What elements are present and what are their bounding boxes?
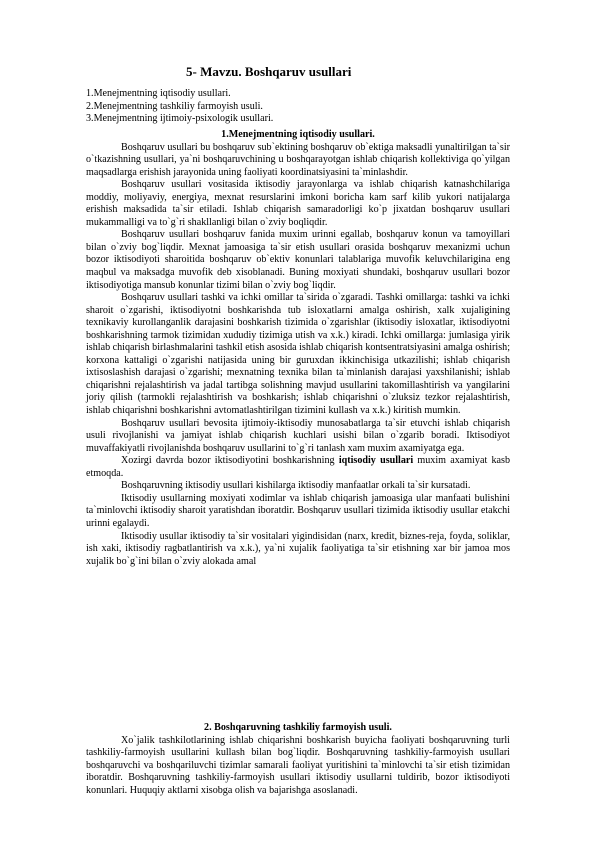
paragraph: Xo`jalik tashkilotlarining ishlab chiqarishni boshkarish buyicha faoliyati boshqaruvning turli tashkiliy-farmoyish usullarini kullash bilan bog`liqdir. Boshqaruvning tashkiliy-farmoyish usullari boshqaruvchi va boshqariluvchi tizimlar samarali faoliyat yuritishini ta`minlovchi ta`sir etish tizimidan iboratdir. Boshqaruvning tashkiliy-farmoyish usullari iktisodiy usullarni tuldirib, bozor iktisodiyoti konunlari. Huquqiy aktlarni xisobga olish va bajarishga asoslanadi. — [86, 734, 510, 796]
paragraph — [86, 455, 510, 480]
paragraph: Boshqaruv usullari bu boshqaruv sub`ektining boshqaruv ob`ektiga maksadli yunaltirilgan ta`sir o`tkazishning usullari, ya`ni boshqaruvchining u boshqarayotgan ishlab chiqarish kollektiviga qo`yilgan maqsadlarga erishish jarayonida uning faoliyati koordinatsiyasini ta`minlashdir. — [86, 141, 510, 178]
list-item: 1.Menejmentning iqtisodiy usullari. — [86, 88, 231, 99]
list-item: 2.Menejmentning tashkiliy farmoyish usuli. — [86, 100, 263, 112]
section-1-heading: 1.Menejmentning iqtisodiy usullari. — [221, 129, 375, 140]
paragraph: Boshqaruv usullari bevosita ijtimoiy-iktisodiy munosabatlarga ta`sir etuvchi ishlab chiqarish usuli rivojlanishi va jamiyat ishlab chiqarish kuchlari usishi bilan o`zgarib boradi. Iktisodiyot muvaffakiyatli rivojlanishda boshqaruv usullarini to`g`ri tanlash xam muxim axamiyatga ega. — [86, 417, 510, 454]
paragraph: Iktisodiy usullarning moxiyati xodimlar va ishlab chiqarish jamoasiga ular manfaati bulishini ta`minlovchi iktisodiy sharoit yaratishdan iboratdir. Boshqaruv usullari tizimida iktisodiy usullar etakchi urinni egalaydi. — [86, 492, 510, 529]
list-item: 3.Menejmentning ijtimoiy-psixologik usullari. — [86, 113, 274, 125]
paragraph: Iktisodiy usullar iktisodiy ta`sir vositalari yigindisidan (narx, kredit, biznes-reja, foyda, soliklar, ish xaki, iktisodiy ragbatlantirish va x.k.), ya`ni xujalik faoliyatiga ta`sir etishning xar bir jamoa mos xujalik bo`g`ini bilan o`zviy alokada amal — [86, 530, 510, 567]
section-1 — [86, 129, 510, 568]
section-2-heading: 2. Boshqaruvning tashkiliy farmoyish usuli. — [204, 722, 392, 733]
paragraph: Boshqaruvning iktisodiy usullari kishilarga iktisodiy manfaatlar orkali ta`sir kursatadi. — [121, 480, 471, 492]
section-2 — [86, 722, 510, 797]
bold-term: iqtisodiy usullari — [338, 455, 414, 467]
paragraph-text: Xozirgi davrda bozor iktisodiyotini boshkarishning — [121, 455, 339, 467]
topic-list — [86, 88, 273, 126]
paragraph: Boshqaruv usullari tashki va ichki omillar ta`sirida o`zgaradi. Tashki omillarga: tashki va ichki sharoit o`zgarishi, iktisodiyotni boshkarishda tub isloxatlarni amalga oshirish, xalk xujaligining texnikaviy kurollanganlik darajasini boshkarish tizimida o`zgarishlar (iktisodiy isloxatlar, iktisodiyotni boshkarishning tarmok tizimidan xududiy tizimiga utish va x.k.) kiradi. Ichki omillarga: jumlasiga yirik ishlab chiqarish birlashmalarini tashkil etish asosida ishlab chiqarish kontsentratsiyasini amalga oshirish; korxona kattaligi o`zgarishi natijasida uning bir guruxdan ikkinchisiga utkazilishi; ishlab chiqarish ixtisoslashish darajasi o`zgarishi; mexnatning texnika bilan ta`minlanish darajasi yaxshilanishi; ishlab chiqarishni rejalashtirish va jadal tartibga solishning mavjud usullarini takomillashtirish va yangilarini joriy qilish (tarmokli rejalashtirish va boshkarish; ishlab chiqarishni o`zluksiz tezkor rejalashtirish, ishlab chiqarishni boshkarishni avtomatlashtirilgan tizimini kullash va x.k.) kiritish mumkin. — [86, 292, 510, 417]
paragraph-text: muxim axamiyat kasb etmoqda. — [86, 455, 510, 479]
paragraph: Boshqaruv usullari vositasida iktisodiy jarayonlarga va ishlab chiqarish katnashchilariga moddiy, moliyaviy, energiya, mexnat resurslarini imkoni boricha kam sarf kilib yukori natijalarga erishish maksadida ta`sir etiladi. Ishlab chiqarish samaradorligi ko`p jixatdan boshqaruv usullari mukammalligi va to`g`ri shakllanligi bilan o`zviy boqliqdir. — [86, 179, 510, 228]
paragraph: Boshqaruv usullari boshqaruv fanida muxim urinni egallab, boshqaruv konun va tamoyillari bilan o`zviy bog`liqdir. Mexnat jamoasiga ta`sir etish usullari orasida boshqaruv mexanizmi uchun bozor iktisodiyoti sharoitida boshqaruv ob`ektiv konunlari talablariga muvofik keluvchilarigina eng maqbul va maksadga muvofik deb xisoblanadi. Buning moxiyati shundaki, boshqaruv usullari bozor iktisodiyotiga mansub konunlar tizimi bilan o`zviy bog`liqdir. — [86, 229, 510, 291]
page-title: 5- Mavzu. Boshqaruv usullari — [186, 64, 352, 79]
